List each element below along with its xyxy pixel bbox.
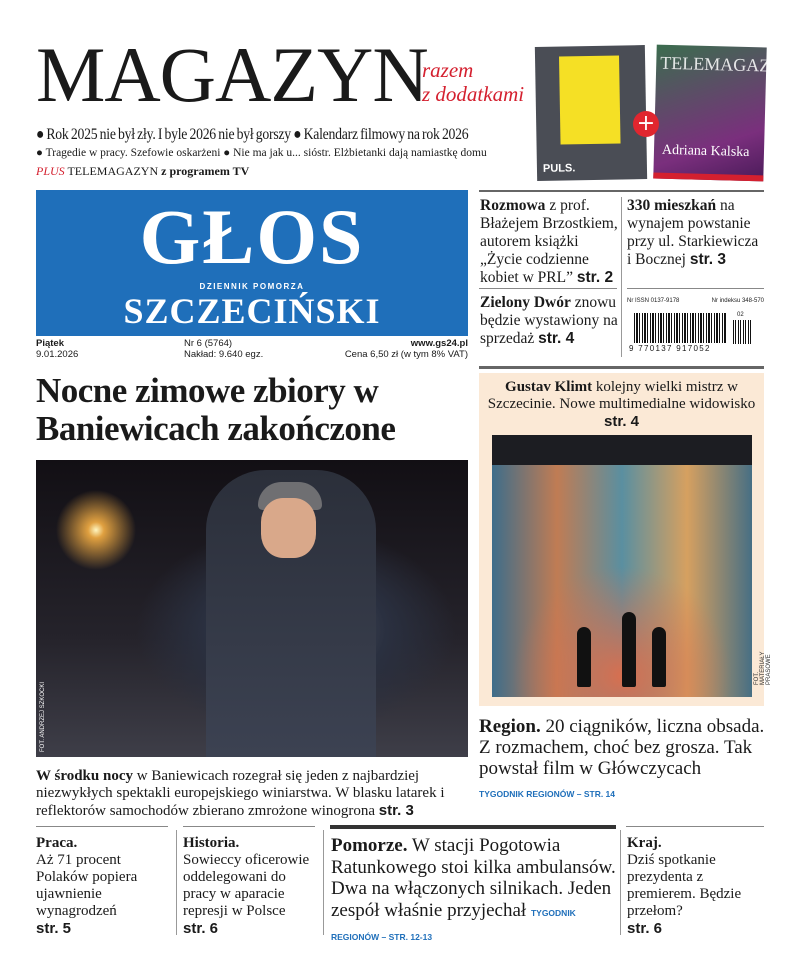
lead: Region. [479, 716, 541, 737]
ceiling [492, 435, 752, 465]
lead: Gustav Klimt [505, 379, 593, 395]
page-ref: str. 3 [689, 251, 727, 268]
lead: 330 mieszkań [627, 197, 717, 214]
lead: W środku nocy [36, 768, 133, 784]
barcode-addon [733, 320, 753, 344]
price: Cena 6,50 zł (w tym 8% VAT) [344, 349, 468, 360]
magazyn-title: MAGAZYN [36, 31, 428, 118]
text: w Baniewicach rozegrał się jeden z najbardziej niezwykłych spektakli europejskiego winiarstwa. W blasku latarek i reflektorów samochodów zbierano zmrożone winogrona [36, 768, 445, 819]
klimt-photo[interactable] [492, 435, 772, 697]
barcode-number: 9 770137 917052 [629, 344, 711, 353]
plus-icon: + [633, 111, 659, 137]
teaser-pomorze[interactable] [331, 835, 617, 949]
page-ref: str. 6 [183, 920, 219, 937]
divider [626, 826, 764, 827]
cover-bar [653, 173, 763, 182]
issn-block [627, 298, 764, 304]
text: na wynajem powstanie przy ul. Starkiewicza i Bocznej [627, 197, 759, 268]
page-ref: str. 3 [378, 802, 414, 819]
issue-block [184, 338, 263, 360]
teaser-historia[interactable] [183, 835, 321, 937]
yellow-note [559, 56, 621, 145]
teaser[interactable]: Nie ma jak u... sióstr. Elżbietanki dają namiastkę domu [233, 147, 487, 159]
plus-telemagazyn[interactable] [36, 164, 249, 179]
teaser-mieszkan[interactable] [627, 197, 762, 269]
main-caption[interactable] [36, 768, 476, 820]
lead: Historia. [183, 835, 240, 851]
text: kolejny wielki mistrz w Szczecinie. Nowe multimedialne widowisko [487, 379, 756, 412]
divider [36, 826, 168, 827]
divider [330, 825, 616, 829]
circulation: Nakład: 9.640 egz. [184, 349, 264, 360]
masthead-title: GŁOS [139, 193, 365, 280]
puls-label: PULS. [542, 162, 576, 175]
text: W stacji Pogotowia Ratunkowego stoi kilka ambulansów. Dwa na włączonych silnikach. Jeden zespół właśnie przyjechał [331, 835, 616, 921]
text: Aż 71 procent Polaków popiera ujawnienie wynagrodzeń [36, 852, 138, 919]
main-headline[interactable]: Nocne zimowe zbiory w Baniewicach zakończone [36, 371, 396, 448]
lead: Pomorze. [331, 835, 408, 856]
text: z prof. Błażejem Brzostkiem, autorem książki „Życie codzienne kobiet w PRL” [480, 197, 618, 286]
teaser-kraj[interactable] [627, 835, 764, 937]
divider [176, 830, 177, 935]
page-ref: str. 4 [603, 413, 640, 430]
cover-name: Adriana Kalska [661, 142, 750, 161]
index-number: Nr indeksu 348-570 [711, 298, 764, 304]
magazyn-teasers-main[interactable]: ● Rok 2025 nie był zły. I byle 2026 nie był gorszy ● Kalendarz filmowy na rok 2026 [36, 126, 469, 143]
divider [621, 197, 622, 357]
text: Sowieccy oficerowie oddelegowani do pracy w aparacie represji w Polsce [183, 852, 310, 919]
photo-credit: FOT. MATERIAŁY PRASOWE [754, 651, 772, 685]
lead: Rozmowa [480, 197, 546, 214]
page-ref: str. 5 [36, 920, 72, 937]
divider [479, 288, 617, 289]
cover-title: TELEMAGAZYN [660, 52, 797, 77]
lead: Zielony Dwór [480, 294, 571, 311]
lead: Praca. [36, 835, 78, 851]
issn: Nr ISSN 0137-9178 [627, 298, 680, 304]
page-ref: str. 6 [627, 920, 663, 937]
plus-suffix: z programem TV [161, 164, 250, 178]
teaser[interactable]: Tragedie w pracy. Szefowie oskarżeni [45, 147, 221, 159]
divider [620, 830, 621, 935]
date-block [36, 338, 78, 360]
day: Piątek [36, 338, 64, 349]
face [261, 498, 316, 558]
tagline-line: razem [422, 58, 474, 82]
tagline-line: z dodatkami [422, 82, 525, 106]
telemagazyn-cover[interactable] [653, 45, 797, 182]
barcode-addon-number: 02 [737, 312, 744, 318]
visitor-figure [622, 612, 636, 687]
issue-number: Nr 6 (5764) [184, 338, 233, 349]
teaser-zielony-dwor[interactable] [480, 294, 620, 348]
lead: Kraj. [627, 835, 662, 851]
date: 9.01.2026 [36, 349, 79, 360]
region-teaser[interactable] [479, 716, 769, 805]
telemagazyn-label: TELEMAGAZYN [67, 164, 159, 178]
teaser-rozmowa[interactable] [480, 197, 620, 287]
divider [479, 366, 764, 369]
masthead[interactable] [36, 190, 468, 336]
magazyn-teasers-small[interactable]: ● Tragedie w pracy. Szefowie oskarżeni ● Nie ma jak u... sióstr. Elżbietanki dają namiastkę domu [36, 147, 487, 159]
website-link[interactable]: www.gs24.pl [410, 338, 468, 349]
teaser-praca[interactable] [36, 835, 171, 937]
visitor-figure [577, 627, 591, 687]
photo-credit: FOT. ANDRZEJ SZKOCKI [40, 681, 46, 752]
main-photo[interactable] [36, 460, 468, 757]
divider [479, 190, 764, 192]
text: Dziś spotkanie prezydenta z premierem. Będzie przełom? [627, 852, 742, 919]
plus-label: PLUS [36, 164, 65, 178]
price-block [345, 338, 468, 360]
barcode [634, 313, 726, 343]
page-ref: str. 4 [538, 330, 575, 347]
masthead-subtitle: DZIENNIK POMORZA [199, 282, 305, 291]
page-ref: TYGODNIK REGIONÓW – STR. 14 [479, 789, 616, 799]
divider [183, 826, 315, 827]
page-ref: str. 2 [576, 269, 614, 286]
visitor-figure [652, 627, 666, 687]
teaser[interactable]: Kalendarz filmowy na rok 2026 [303, 126, 469, 143]
magazyn-tagline [422, 58, 524, 106]
divider [323, 830, 324, 935]
divider [627, 288, 764, 289]
masthead-city: SZCZECIŃSKI [123, 291, 381, 331]
text: 20 ciągników, liczna obsada. Z rozmachem, choć bez grosza. Tak powstał film w Główczycach [479, 716, 765, 779]
text: znowu będzie wystawiony na sprzedaż [480, 294, 618, 347]
klimt-teaser [479, 379, 764, 431]
klimt-box[interactable] [479, 373, 772, 706]
page-ref: TYGODNIK REGIONÓW – STR. 12-13 [331, 907, 576, 942]
puls-supplement-cover[interactable] [535, 45, 647, 181]
teaser[interactable]: Rok 2025 nie był zły. I byle 2026 nie był gorszy [46, 126, 291, 143]
